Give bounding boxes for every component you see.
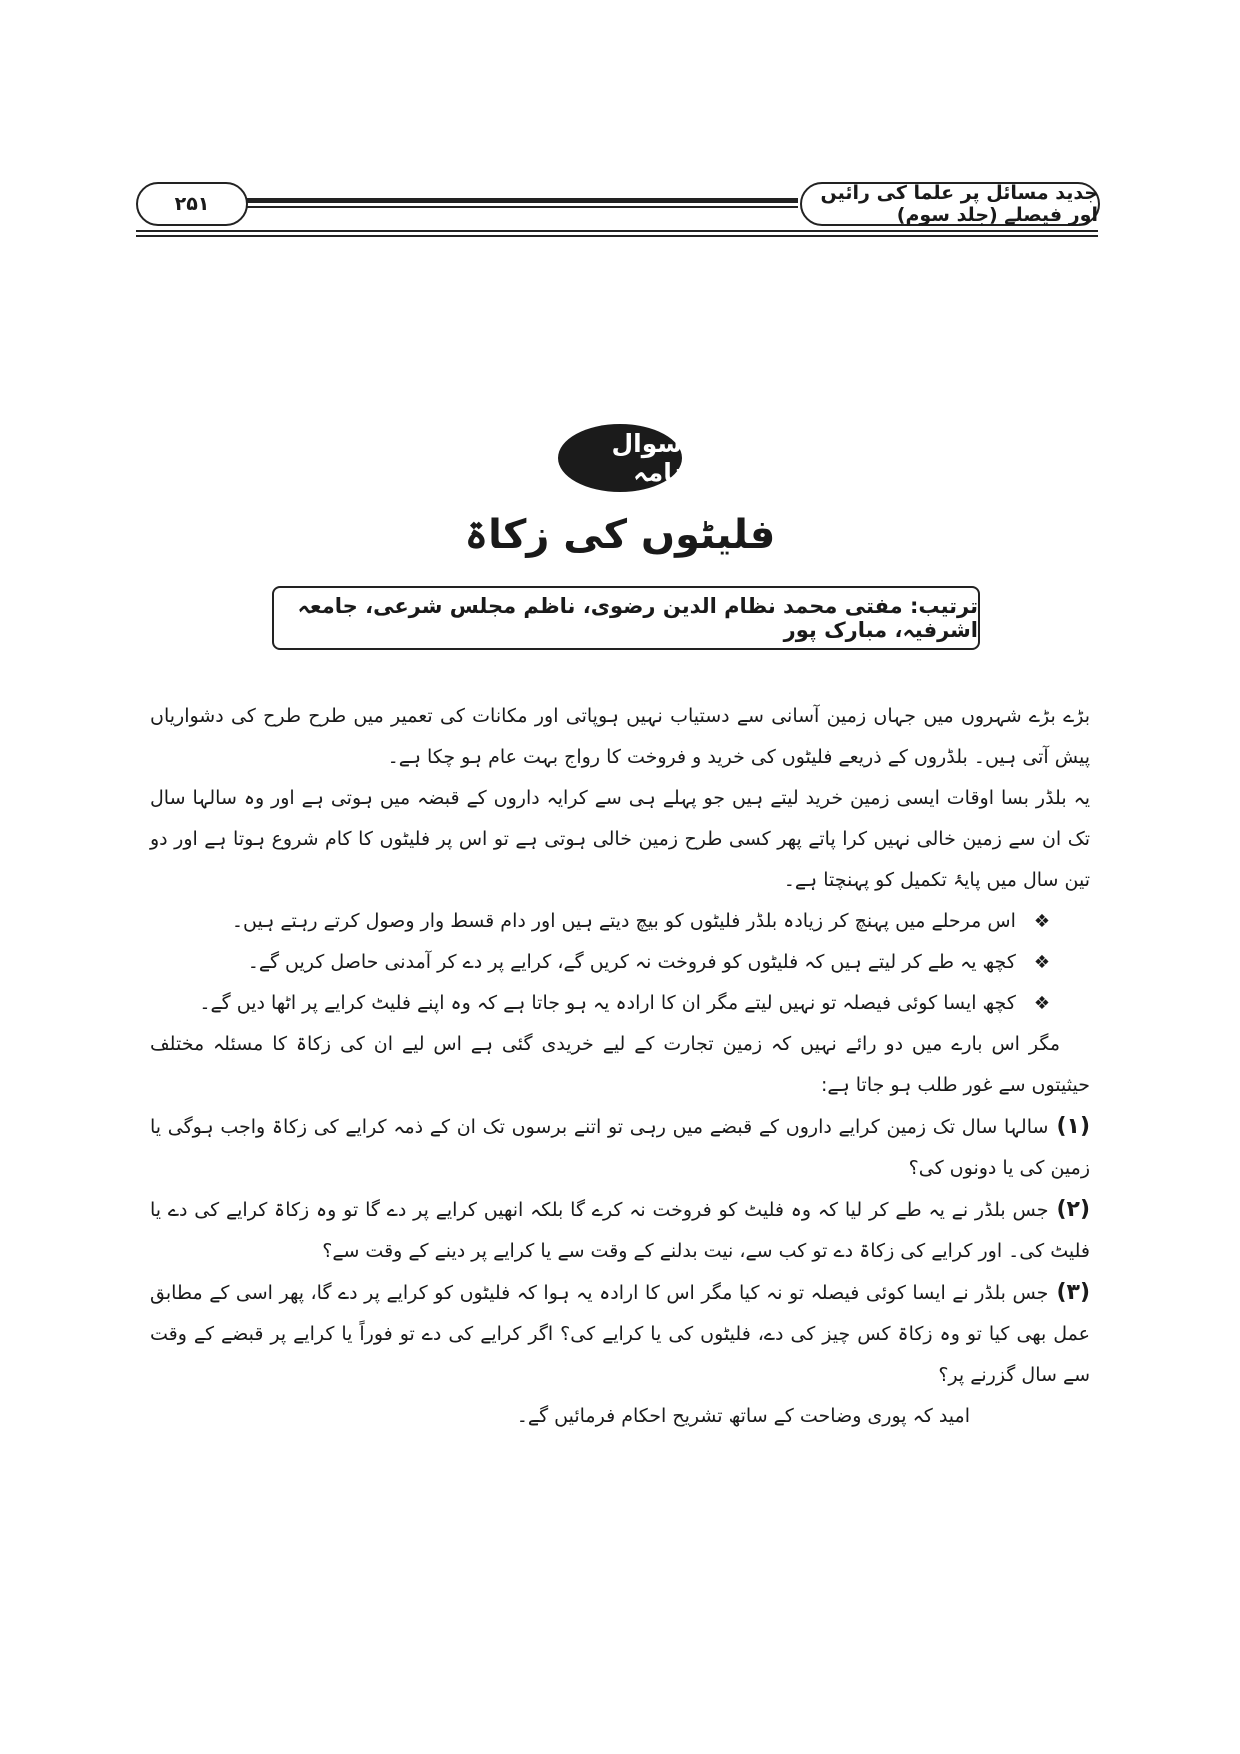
compiler-box: ترتیب: مفتی محمد نظام الدین رضوی، ناظم مجلس شرعی، جامعہ اشرفیہ، مبارک پور (272, 586, 980, 650)
list-item: ❖ اس مرحلے میں پہنچ کر زیادہ بلڈر فلیٹوں کو بیچ دیتے ہیں اور دام قسط وار وصول کرتے رہتے ہیں۔ (150, 901, 1090, 942)
closing-line: امید کہ پوری وضاحت کے ساتھ تشریح احکام فرمائیں گے۔ (516, 1405, 970, 1427)
bullet-icon: ❖ (1033, 952, 1050, 973)
question: (۲)جس بلڈر نے یہ طے کر لیا کہ وہ فلیٹ کو فروخت نہ کرے گا بلکہ انھیں کرایے پر دے گا تو وہ زکاۃ کرایے کی دے یا فلیٹ کی۔ اور کرایے کی زکاۃ دے تو کب سے، نیت بدلنے کے وقت سے یا کرایے پر دینے کے وقت سے؟ (150, 1197, 1090, 1262)
question-number: (۳) (1056, 1280, 1090, 1305)
question-number: (۱) (1056, 1114, 1090, 1139)
page-number: ۲۵۱ (136, 182, 248, 226)
paragraph: مگر اس بارے میں دو رائے نہیں کہ زمین تجارت کے لیے خریدی گئی ہے اس لیے ان کی زکاۃ کا مسئلہ مختلف حیثیتوں سے غور طلب ہو جاتا ہے: (150, 1033, 1090, 1096)
body-text (150, 696, 1090, 1437)
question: (۱)سالہا سال تک زمین کرایے داروں کے قبضے میں رہی تو اتنے برسوں تک ان کے ذمہ کرایے کی زکاۃ واجب ہوگی یا زمین کی یا دونوں کی؟ (150, 1114, 1090, 1179)
section-label: سوال نامہ (558, 424, 682, 492)
header-rule-top (246, 198, 798, 203)
header-rule-bottom (136, 230, 1098, 232)
question: (۳)جس بلڈر نے ایسا کوئی فیصلہ تو نہ کیا مگر اس کا ارادہ یہ ہوا کہ فلیٹوں کو کرایے پر دے گا، پھر اسی کے مطابق عمل بھی کیا تو وہ زکاۃ کس چیز کی دے، فلیٹوں کی یا کرایے کی؟ اگر کرایے کی دے تو فوراً یا کرایے پر قبضے کے وقت سے سال گزرنے پر؟ (150, 1280, 1090, 1386)
question-number: (۲) (1056, 1197, 1090, 1222)
bullet-icon: ❖ (1033, 911, 1050, 932)
paragraph: بڑے بڑے شہروں میں جہاں زمین آسانی سے دستیاب نہیں ہوپاتی اور مکانات کی تعمیر میں طرح طرح کی دشواریاں پیش آتی ہیں۔ بلڈروں کے ذریعے فلیٹوں کی خرید و فروخت کا رواج بہت عام ہو چکا ہے۔ (150, 705, 1090, 768)
running-title: جدید مسائل پر علما کی رائیں اور فیصلے (جلد سوم) (800, 182, 1100, 226)
list-item: ❖ کچھ یہ طے کر لیتے ہیں کہ فلیٹوں کو فروخت نہ کریں گے، کرایے پر دے کر آمدنی حاصل کریں گے۔ (150, 942, 1090, 983)
bullet-icon: ❖ (1033, 993, 1050, 1014)
header-rule-mid (246, 206, 798, 208)
paragraph: یہ بلڈر بسا اوقات ایسی زمین خرید لیتے ہیں جو پہلے ہی سے کرایہ داروں کے قبضہ میں ہوتی ہے اور وہ سالہا سال تک ان سے زمین خالی نہیں کرا پاتے پھر کسی طرح زمین خالی ہوتی ہے تو اس پر فلیٹوں کا کام شروع ہوتا ہے اور دو تین سال میں پایۂ تکمیل کو پہنچتا ہے۔ (150, 787, 1090, 891)
page-title: فلیٹوں کی زکاۃ (464, 512, 776, 558)
list-item: ❖ کچھ ایسا کوئی فیصلہ تو نہیں لیتے مگر ان کا ارادہ یہ ہو جاتا ہے کہ وہ اپنے فلیٹ کرایے پر اٹھا دیں گے۔ (150, 983, 1090, 1024)
header-rule-bottom2 (136, 235, 1098, 237)
